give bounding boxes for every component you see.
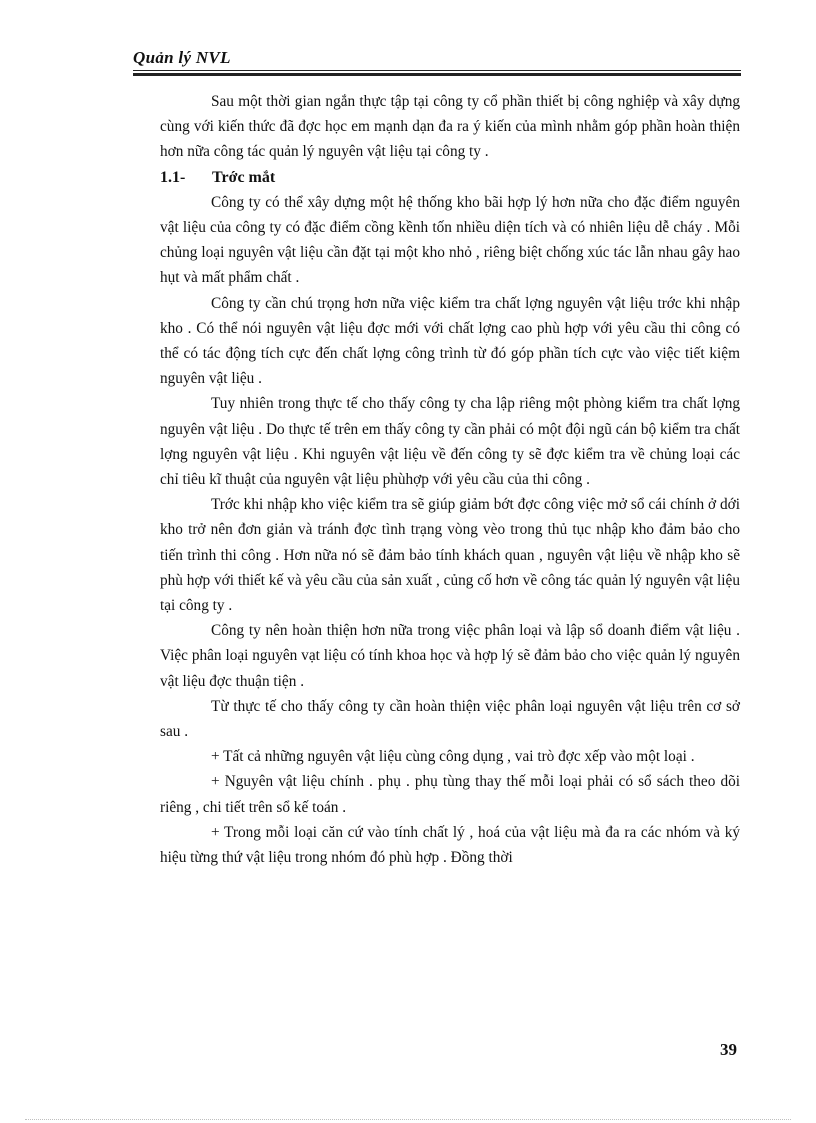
paragraph: Trớc khi nhập kho việc kiểm tra sẽ giúp giảm bớt đợc công việc mở sổ cái chính ở dới kho trở nên đơn giản và tránh đợc tình trạng vòng vèo trong thủ tục nhập kho đảm bảo cho tiến trình thi công . Hơn nữa nó sẽ đảm bảo tính khách quan , nguyên vật liệu về nhập kho sẽ phù hợp với thiết kế và yêu cầu của sản xuất , củng cố hơn về công tác quản lý nguyên vật liệu tại công ty . xyxy=(160,496,740,615)
section-title: Trớc mắt xyxy=(212,168,276,186)
paragraph: Công ty cần chú trọng hơn nữa việc kiểm tra chất lợng nguyên vật liệu trớc khi nhập kho . Có thể nói nguyên vật liệu đợc mới với chất lợng cao phù hợp với yêu cầu thi công có thể có tác động tích cực đến chất lợng công trình từ đó góp phần tích cực vào việc tiết kiệm nguyên vật liệu . xyxy=(160,294,740,388)
paragraph: Tuy nhiên trong thực tế cho thấy công ty cha lập riêng một phòng kiểm tra chất lợng nguyên vật liệu . Do thực tế trên em thấy công ty cần phải có một đội ngũ cán bộ kiểm tra chất lợng nguyên vật liệu . Khi nguyên vật liệu về đến công ty sẽ đợc kiểm tra về chủng loại các chỉ tiêu kĩ thuật của nguyên vật liệu phùhợp với yêu cầu của thi công . xyxy=(160,395,740,489)
page-content xyxy=(160,89,740,870)
footer-divider xyxy=(25,1119,791,1120)
paragraph: Công ty nên hoàn thiện hơn nữa trong việc phân loại và lập sổ doanh điểm vật liệu . Việc phân loại nguyên vạt liệu có tính khoa học và hợp lý sẽ đảm bảo cho việc quản lý nguyên vật liệu đợc thuận tiện . xyxy=(160,622,740,690)
list-item: + Trong mỗi loại căn cứ vào tính chất lý , hoá của vật liệu mà đa ra các nhóm và ký hiệu từng thứ vật liệu trong nhóm đó phù hợp . Đồng thời xyxy=(160,823,740,867)
paragraph: Công ty có thể xây dựng một hệ thống kho bãi hợp lý hơn nữa cho đặc điểm nguyên vật liệu của công ty có đặc điểm cồng kềnh tốn nhiều diện tích và có nhiên liệu dễ cháy . Mỗi chủng loại nguyên vật liệu cần đặt tại một kho nhỏ , riêng biệt chống xúc tác lẫn nhau gây hao hụt và mất phẩm chất . xyxy=(160,193,740,287)
list-item: + Nguyên vật liệu chính . phụ . phụ tùng thay thế mỗi loại phải có sổ sách theo dõi riêng , chi tiết trên sổ kế toán . xyxy=(160,773,740,816)
header-rule-top xyxy=(133,70,741,71)
paragraph: Từ thực tế cho thấy công ty cần hoàn thiện việc phân loại nguyên vật liệu trên cơ sở sau . xyxy=(160,697,740,741)
paragraph-intro: Sau một thời gian ngắn thực tập tại công ty cổ phần thiết bị công nghiệp và xây dựng cùng với kiến thức đã đợc học em mạnh dạn đa ra ý kiến của mình nhằm góp phần hoàn thiện hơn nữa công tác quản lý nguyên vật liệu tại công ty . xyxy=(160,93,740,161)
section-heading xyxy=(160,165,740,190)
header-title: Quản lý NVL xyxy=(133,48,231,67)
page-number: 39 xyxy=(720,1040,737,1059)
header-rule-bottom xyxy=(133,73,741,76)
list-item: + Tất cả những nguyên vật liệu cùng công dụng , vai trò đợc xếp vào một loại . xyxy=(211,748,695,766)
section-number: 1.1- xyxy=(160,168,186,186)
